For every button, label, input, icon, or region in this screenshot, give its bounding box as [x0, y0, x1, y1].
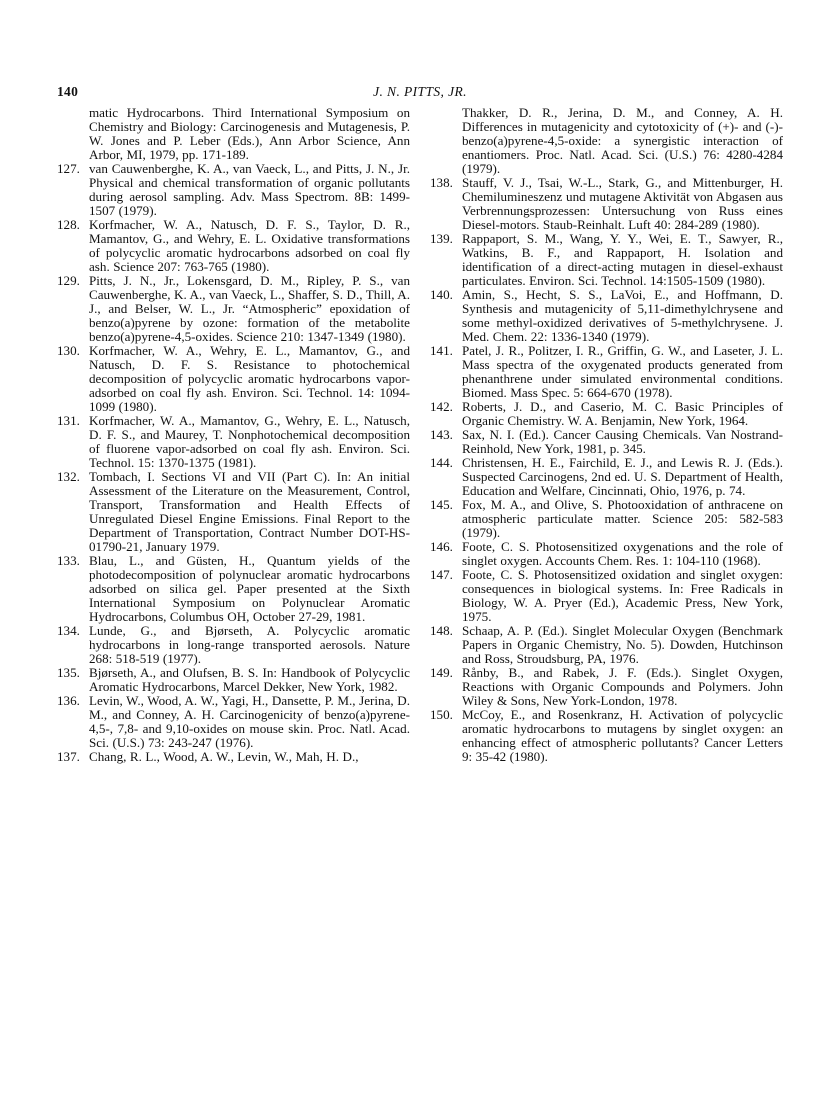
reference-number: 149.	[430, 665, 453, 680]
reference-entry	[430, 498, 783, 540]
references-left-column	[57, 106, 410, 764]
reference-text: Schaap, A. P. (Ed.). Singlet Molecular Oxygen (Benchmark Papers in Organic Chemistry, No. 5). Dowden, Hutchinson and Ross, Stroudsburg, PA, 1976.	[462, 623, 783, 666]
reference-text: Foote, C. S. Photosensitized oxygenations and the role of singlet oxygen. Accounts Chem. Res. 1: 104-110 (1968).	[462, 539, 783, 568]
reference-entry	[57, 666, 410, 694]
page-number: 140	[57, 84, 79, 99]
reference-number: 130.	[57, 343, 80, 358]
reference-entry	[430, 666, 783, 708]
reference-text: Sax, N. I. (Ed.). Cancer Causing Chemicals. Van Nostrand-Reinhold, New York, 1981, p. 345.	[462, 427, 783, 456]
reference-number: 131.	[57, 413, 80, 428]
reference-entry	[430, 568, 783, 624]
reference-text: Stauff, V. J., Tsai, W.-L., Stark, G., and Mittenburger, H. Chemilumineszenz und mutagene Aktivität von Abgasen aus Verbrennungsprozessen: Untersuchung von Russ eines Diesel-motors. Staub-Reinhalt. Luft 40: 284-289 (1980).	[462, 175, 783, 232]
reference-number: 136.	[57, 693, 80, 708]
reference-text: Thakker, D. R., Jerina, D. M., and Conney, A. H. Differences in mutagenicity and cytotoxicity of (+)- and (-)-benzo(a)pyrene-4,5-oxide: a synergistic interaction of enantiomers. Proc. Natl. Acad. Sci. (U.S.) 76: 4280-4284 (1979).	[462, 105, 783, 176]
reference-text: Rånby, B., and Rabek, J. F. (Eds.). Singlet Oxygen, Reactions with Organic Compounds and Polymers. John Wiley & Sons, New York-London, 1978.	[462, 665, 783, 708]
references-right-column	[430, 106, 783, 764]
reference-text: Bjørseth, A., and Olufsen, B. S. In: Handbook of Polycyclic Aromatic Hydrocarbons, Marcel Dekker, New York, 1982.	[89, 665, 410, 694]
reference-entry	[57, 750, 410, 764]
reference-entry	[57, 414, 410, 470]
reference-entry	[57, 470, 410, 554]
reference-number: 144.	[430, 455, 453, 470]
reference-number: 142.	[430, 399, 453, 414]
reference-number: 143.	[430, 427, 453, 442]
reference-number: 127.	[57, 161, 80, 176]
reference-text: Korfmacher, W. A., Natusch, D. F. S., Taylor, D. R., Mamantov, G., and Wehry, E. L. Oxidative transformations of polycyclic aromatic hydrocarbons adsorbed on coal fly ash. Science 207: 763-765 (1980).	[89, 217, 410, 274]
reference-entry	[57, 162, 410, 218]
reference-number: 145.	[430, 497, 453, 512]
reference-number: 139.	[430, 231, 453, 246]
reference-entry	[430, 288, 783, 344]
reference-text: Levin, W., Wood, A. W., Yagi, H., Dansette, P. M., Jerina, D. M., and Conney, A. H. Carcinogenicity of benzo(a)pyrene-4,5-, 7,8- and 9,10-oxides on mouse skin. Proc. Natl. Acad. Sci. (U.S.) 73: 243-247 (1976).	[89, 693, 410, 750]
reference-text: van Cauwenberghe, K. A., van Vaeck, L., and Pitts, J. N., Jr. Physical and chemical transformation of organic pollutants during aerosol sampling. Adv. Mass Spectrom. 8B: 1499-1507 (1979).	[89, 161, 410, 218]
reference-text: Rappaport, S. M., Wang, Y. Y., Wei, E. T., Sawyer, R., Watkins, B. F., and Rappaport, H. Isolation and identification of a direct-acting mutagen in diesel-exhaust particulates. Environ. Sci. Technol. 14:1505-1509 (1980).	[462, 231, 783, 288]
reference-entry	[57, 624, 410, 666]
reference-number: 146.	[430, 539, 453, 554]
reference-number: 132.	[57, 469, 80, 484]
references-section	[57, 106, 783, 764]
reference-entry	[430, 456, 783, 498]
reference-text: Roberts, J. D., and Caserio, M. C. Basic Principles of Organic Chemistry. W. A. Benjamin, New York, 1964.	[462, 399, 783, 428]
reference-number: 129.	[57, 273, 80, 288]
running-head: J. N. PITTS, JR.	[373, 84, 467, 99]
reference-entry	[430, 232, 783, 288]
reference-text: Korfmacher, W. A., Mamantov, G., Wehry, E. L., Natusch, D. F. S., and Maurey, T. Nonphotochemical decomposition of fluorene vapor-adsorbed on coal fly ash. Environ. Sci. Technol. 15: 1370-1375 (1981).	[89, 413, 410, 470]
reference-entry	[57, 274, 410, 344]
reference-entry	[430, 176, 783, 232]
reference-text: Fox, M. A., and Olive, S. Photooxidation of anthracene on atmospheric particulate matter. Science 205: 582-583 (1979).	[462, 497, 783, 540]
reference-text: McCoy, E., and Rosenkranz, H. Activation of polycyclic aromatic hydrocarbons to mutagens by singlet oxygen: an enhancing effect of atmospheric pollutants? Cancer Letters 9: 35-42 (1980).	[462, 707, 783, 764]
reference-number: 138.	[430, 175, 453, 190]
reference-number: 128.	[57, 217, 80, 232]
reference-entry	[430, 624, 783, 666]
reference-number: 135.	[57, 665, 80, 680]
reference-number: 134.	[57, 623, 80, 638]
reference-text: Chang, R. L., Wood, A. W., Levin, W., Mah, H. D.,	[89, 749, 359, 764]
reference-entry	[430, 400, 783, 428]
reference-entry	[57, 694, 410, 750]
reference-text: Korfmacher, W. A., Wehry, E. L., Mamantov, G., and Natusch, D. F. S. Resistance to photochemical decomposition of polycyclic aromatic hydrocarbons vapor-adsorbed on coal fly ash. Environ. Sci. Technol. 14: 1094-1099 (1980).	[89, 343, 410, 414]
reference-entry	[57, 554, 410, 624]
reference-entry	[57, 106, 410, 162]
reference-number: 133.	[57, 553, 80, 568]
reference-entry	[57, 344, 410, 414]
reference-number: 137.	[57, 749, 80, 764]
reference-text: Tombach, I. Sections VI and VII (Part C). In: An initial Assessment of the Literature on the Measurement, Control, Transport, Transformation and Health Effects of Unregulated Diesel Engine Emissions. Final Report to the Department of Transportation, Contract Number DOT-HS-01790-21, January 1979.	[89, 469, 410, 554]
reference-entry	[430, 540, 783, 568]
reference-entry	[430, 428, 783, 456]
page-header	[57, 84, 783, 102]
reference-text: Lunde, G., and Bjørseth, A. Polycyclic aromatic hydrocarbons in long-range transported aerosols. Nature 268: 518-519 (1977).	[89, 623, 410, 666]
reference-number: 141.	[430, 343, 453, 358]
reference-entry	[430, 106, 783, 176]
reference-text: Christensen, H. E., Fairchild, E. J., and Lewis R. J. (Eds.). Suspected Carcinogens, 2nd ed. U. S. Department of Health, Education and Welfare, Cincinnati, Ohio, 1976, p. 74.	[462, 455, 783, 498]
reference-number: 150.	[430, 707, 453, 722]
reference-text: Foote, C. S. Photosensitized oxidation and singlet oxygen: consequences in biological systems. In: Free Radicals in Biology, W. A. Pryer (Ed.), Academic Press, New York, 1975.	[462, 567, 783, 624]
reference-text: Blau, L., and Güsten, H., Quantum yields of the photodecomposition of polynuclear aromatic hydrocarbons adsorbed on silica gel. Paper presented at the Sixth International Symposium on Polynuclear Aromatic Hydrocarbons, Columbus OH, October 27-29, 1981.	[89, 553, 410, 624]
reference-text: matic Hydrocarbons. Third International Symposium on Chemistry and Biology: Carcinogenesis and Mutagenesis, P. W. Jones and P. Leber (Eds.), Ann Arbor Science, Ann Arbor, MI, 1979, pp. 171-189.	[89, 105, 410, 162]
reference-entry	[430, 708, 783, 764]
reference-text: Amin, S., Hecht, S. S., LaVoi, E., and Hoffmann, D. Synthesis and mutagenicity of 5,11-dimethylchrysene and some methyl-oxidized derivatives of 5-methylchrysene. J. Med. Chem. 22: 1336-1340 (1979).	[462, 287, 783, 344]
reference-text: Pitts, J. N., Jr., Lokensgard, D. M., Ripley, P. S., van Cauwenberghe, K. A., van Vaeck, L., Shaffer, S. D., Thill, A. J., and Belser, W. L., Jr. “Atmospheric” epoxidation of benzo(a)pyrene by ozone: formation of the metabolite benzo(a)pyrene-4,5-oxides. Science 210: 1347-1349 (1980).	[89, 273, 410, 344]
reference-number: 140.	[430, 287, 453, 302]
reference-entry	[430, 344, 783, 400]
reference-number: 147.	[430, 567, 453, 582]
reference-entry	[57, 218, 410, 274]
reference-number: 148.	[430, 623, 453, 638]
reference-text: Patel, J. R., Politzer, I. R., Griffin, G. W., and Laseter, J. L. Mass spectra of the oxygenated products generated from phenanthrene under simulated environmental conditions. Biomed. Mass Spec. 5: 664-670 (1978).	[462, 343, 783, 400]
